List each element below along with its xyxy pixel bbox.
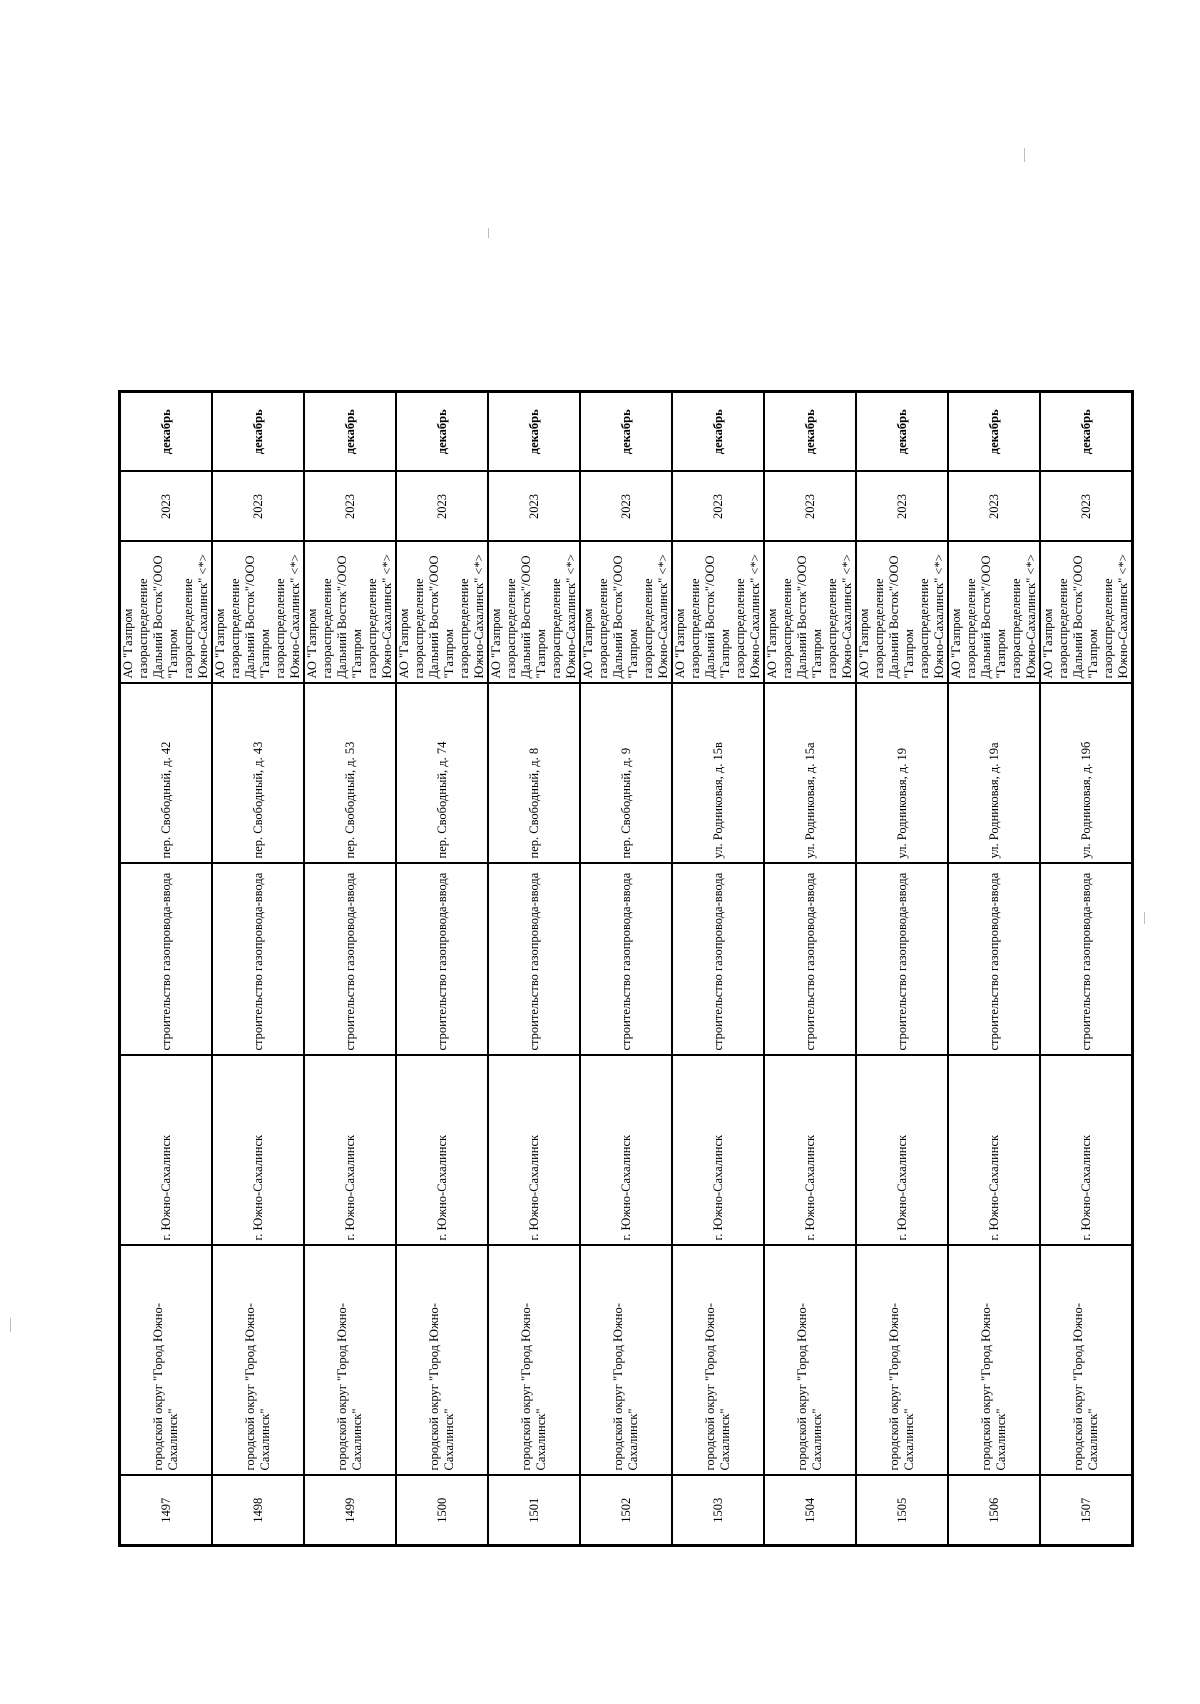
year-cell: 2023 — [120, 472, 213, 542]
table-row — [948, 392, 1040, 1546]
table-row — [488, 392, 580, 1546]
municipality-cell: городской округ "Город Южно-Сахалинск" — [948, 1246, 1040, 1476]
row-number: 1502 — [580, 1476, 672, 1546]
row-number: 1507 — [1040, 1476, 1133, 1546]
settlement-cell: г. Южно-Сахалинск — [672, 1056, 764, 1246]
organization-cell: АО "Газпром газораспределение Дальний Восток"/ООО "Газпром газораспределение Южно-Сахалинск" <*> — [488, 542, 580, 684]
settlement-cell: г. Южно-Сахалинск — [764, 1056, 856, 1246]
month-cell: декабрь — [764, 392, 856, 472]
address-cell: ул. Родниковая, д. 19 — [856, 684, 948, 864]
table-row — [120, 392, 213, 1546]
row-number: 1498 — [212, 1476, 304, 1546]
address-cell: ул. Родниковая, д. 15в — [672, 684, 764, 864]
year-cell: 2023 — [856, 472, 948, 542]
rotated-table-container — [118, 393, 1130, 1547]
address-cell: пер. Свободный, д. 53 — [304, 684, 396, 864]
row-number: 1501 — [488, 1476, 580, 1546]
work-type-cell: строительство газопровода-ввода — [948, 864, 1040, 1056]
row-number: 1506 — [948, 1476, 1040, 1546]
scan-speck — [1024, 148, 1025, 162]
organization-cell: АО "Газпром газораспределение Дальний Восток"/ООО "Газпром газораспределение Южно-Сахалинск" <*> — [304, 542, 396, 684]
month-cell: декабрь — [580, 392, 672, 472]
settlement-cell: г. Южно-Сахалинск — [120, 1056, 213, 1246]
gasification-schedule-table — [118, 390, 1134, 1547]
organization-cell: АО "Газпром газораспределение Дальний Восток"/ООО "Газпром газораспределение Южно-Сахалинск" <*> — [948, 542, 1040, 684]
table-row — [304, 392, 396, 1546]
address-cell: пер. Свободный, д. 9 — [580, 684, 672, 864]
row-number: 1503 — [672, 1476, 764, 1546]
year-cell: 2023 — [304, 472, 396, 542]
municipality-cell: городской округ "Город Южно-Сахалинск" — [672, 1246, 764, 1476]
year-cell: 2023 — [1040, 472, 1133, 542]
month-cell: декабрь — [856, 392, 948, 472]
address-cell: ул. Родниковая, д. 15а — [764, 684, 856, 864]
table-row — [764, 392, 856, 1546]
month-cell: декабрь — [120, 392, 213, 472]
organization-cell: АО "Газпром газораспределение Дальний Восток"/ООО "Газпром газораспределение Южно-Сахалинск" <*> — [580, 542, 672, 684]
municipality-cell: городской округ "Город Южно-Сахалинск" — [212, 1246, 304, 1476]
organization-cell: АО "Газпром газораспределение Дальний Восток"/ООО "Газпром газораспределение Южно-Сахалинск" <*> — [764, 542, 856, 684]
row-number: 1499 — [304, 1476, 396, 1546]
municipality-cell: городской округ "Город Южно-Сахалинск" — [488, 1246, 580, 1476]
work-type-cell: строительство газопровода-ввода — [764, 864, 856, 1056]
address-cell: пер. Свободный, д. 43 — [212, 684, 304, 864]
row-number: 1504 — [764, 1476, 856, 1546]
table-row — [856, 392, 948, 1546]
scan-speck — [10, 1318, 11, 1332]
address-cell: ул. Родниковая, д. 19а — [948, 684, 1040, 864]
address-cell: ул. Родниковая, д. 19б — [1040, 684, 1133, 864]
municipality-cell: городской округ "Город Южно-Сахалинск" — [764, 1246, 856, 1476]
table-row — [1040, 392, 1133, 1546]
organization-cell: АО "Газпром газораспределение Дальний Восток"/ООО "Газпром газораспределение Южно-Сахалинск" <*> — [672, 542, 764, 684]
municipality-cell: городской округ "Город Южно-Сахалинск" — [120, 1246, 213, 1476]
year-cell: 2023 — [764, 472, 856, 542]
work-type-cell: строительство газопровода-ввода — [304, 864, 396, 1056]
scan-speck — [488, 228, 489, 238]
organization-cell: АО "Газпром газораспределение Дальний Восток"/ООО "Газпром газораспределение Южно-Сахалинск" <*> — [212, 542, 304, 684]
table-row — [396, 392, 488, 1546]
work-type-cell: строительство газопровода-ввода — [488, 864, 580, 1056]
organization-cell: АО "Газпром газораспределение Дальний Восток"/ООО "Газпром газораспределение Южно-Сахалинск" <*> — [856, 542, 948, 684]
organization-cell: АО "Газпром газораспределение Дальний Восток"/ООО "Газпром газораспределение Южно-Сахалинск" <*> — [1040, 542, 1133, 684]
settlement-cell: г. Южно-Сахалинск — [580, 1056, 672, 1246]
month-cell: декабрь — [304, 392, 396, 472]
address-cell: пер. Свободный, д. 74 — [396, 684, 488, 864]
work-type-cell: строительство газопровода-ввода — [672, 864, 764, 1056]
row-number: 1500 — [396, 1476, 488, 1546]
work-type-cell: строительство газопровода-ввода — [1040, 864, 1133, 1056]
municipality-cell: городской округ "Город Южно-Сахалинск" — [396, 1246, 488, 1476]
municipality-cell: городской округ "Город Южно-Сахалинск" — [856, 1246, 948, 1476]
work-type-cell: строительство газопровода-ввода — [396, 864, 488, 1056]
municipality-cell: городской округ "Город Южно-Сахалинск" — [580, 1246, 672, 1476]
row-number: 1505 — [856, 1476, 948, 1546]
organization-cell: АО "Газпром газораспределение Дальний Восток"/ООО "Газпром газораспределение Южно-Сахалинск" <*> — [396, 542, 488, 684]
scan-speck — [1144, 912, 1145, 924]
work-type-cell: строительство газопровода-ввода — [120, 864, 213, 1056]
month-cell: декабрь — [212, 392, 304, 472]
month-cell: декабрь — [948, 392, 1040, 472]
row-number: 1497 — [120, 1476, 213, 1546]
year-cell: 2023 — [580, 472, 672, 542]
year-cell: 2023 — [672, 472, 764, 542]
work-type-cell: строительство газопровода-ввода — [580, 864, 672, 1056]
year-cell: 2023 — [212, 472, 304, 542]
work-type-cell: строительство газопровода-ввода — [212, 864, 304, 1056]
table-row — [580, 392, 672, 1546]
settlement-cell: г. Южно-Сахалинск — [304, 1056, 396, 1246]
month-cell: декабрь — [396, 392, 488, 472]
address-cell: пер. Свободный, д. 8 — [488, 684, 580, 864]
table-row — [212, 392, 304, 1546]
month-cell: декабрь — [672, 392, 764, 472]
year-cell: 2023 — [396, 472, 488, 542]
work-type-cell: строительство газопровода-ввода — [856, 864, 948, 1056]
organization-cell: АО "Газпром газораспределение Дальний Восток"/ООО "Газпром газораспределение Южно-Сахалинск" <*> — [120, 542, 213, 684]
year-cell: 2023 — [948, 472, 1040, 542]
settlement-cell: г. Южно-Сахалинск — [948, 1056, 1040, 1246]
month-cell: декабрь — [488, 392, 580, 472]
settlement-cell: г. Южно-Сахалинск — [1040, 1056, 1133, 1246]
settlement-cell: г. Южно-Сахалинск — [488, 1056, 580, 1246]
municipality-cell: городской округ "Город Южно-Сахалинск" — [304, 1246, 396, 1476]
settlement-cell: г. Южно-Сахалинск — [396, 1056, 488, 1246]
settlement-cell: г. Южно-Сахалинск — [212, 1056, 304, 1246]
address-cell: пер. Свободный, д. 42 — [120, 684, 213, 864]
municipality-cell: городской округ "Город Южно-Сахалинск" — [1040, 1246, 1133, 1476]
month-cell: декабрь — [1040, 392, 1133, 472]
table-body — [120, 392, 1133, 1546]
settlement-cell: г. Южно-Сахалинск — [856, 1056, 948, 1246]
year-cell: 2023 — [488, 472, 580, 542]
table-row — [672, 392, 764, 1546]
